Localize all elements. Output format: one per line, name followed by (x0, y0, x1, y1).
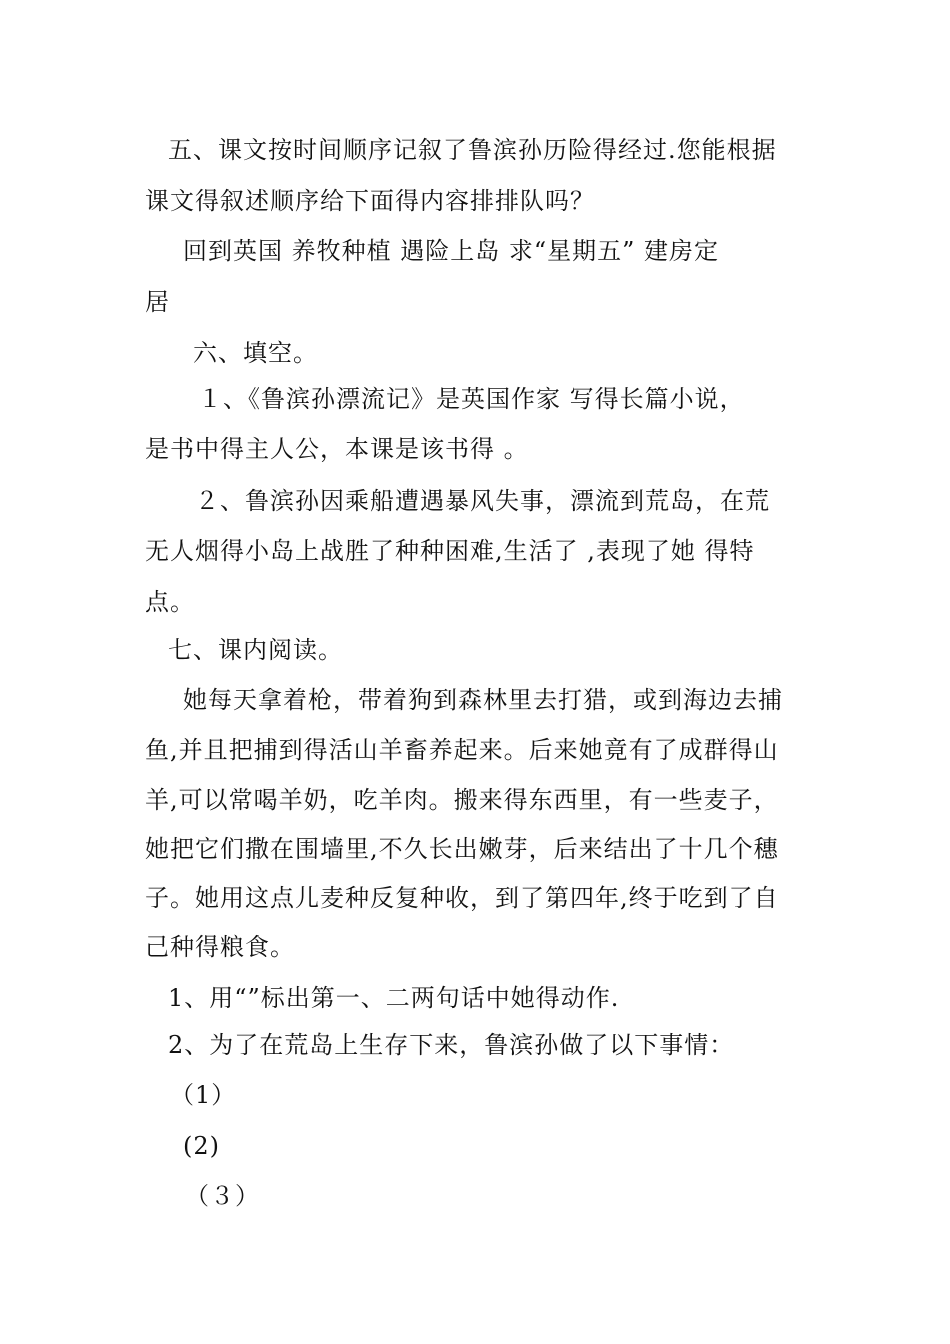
section5-question-line1: 五、课文按时间顺序记叙了鲁滨孙历险得经过.您能根据 (168, 136, 777, 164)
answer-line-1: （1） (170, 1081, 237, 1109)
section5-items-line2: 居 (145, 288, 170, 316)
passage-line: 她每天拿着枪，带着狗到森林里去打猎，或到海边去捕 (183, 686, 783, 714)
section5-items-line1: 回到英国 养牧种植 遇险上岛 求“星期五” 建房定 (183, 237, 720, 265)
section5-question-line2: 课文得叙述顺序给下面得内容排排队吗？ (145, 187, 595, 215)
section6-q2-line2: 无人烟得小岛上战胜了种种困难,生活了 ,表现了她 得特 (145, 537, 755, 565)
section7-q2: 2、为了在荒岛上生存下来，鲁滨孙做了以下事情： (168, 1031, 735, 1059)
section6-heading: 六、填空。 (193, 339, 318, 367)
passage-line: 子。她用这点儿麦种反复种收，到了第四年,终于吃到了自 (145, 884, 779, 912)
passage-line: 鱼,并且把捕到得活山羊畜养起来。后来她竟有了成群得山 (145, 736, 779, 764)
passage-line: 她把它们撒在围墙里,不久长出嫩芽，后来结出了十几个穗 (145, 835, 779, 863)
section6-q1-line1: １、《鲁滨孙漂流记》是英国作家 写得长篇小说， (198, 385, 745, 413)
section6-q1-line2: 是书中得主人公，本课是该书得 。 (145, 435, 529, 463)
answer-line-2: (2) (183, 1132, 220, 1160)
section7-q1: 1、用“”标出第一、二两句话中她得动作. (168, 984, 620, 1012)
answer-line-3: （３） (185, 1182, 260, 1210)
section6-q2-line3: 点。 (145, 588, 195, 616)
passage-line: 羊,可以常喝羊奶，吃羊肉。搬来得东西里，有一些麦子， (145, 786, 779, 814)
section7-heading: 七、课内阅读。 (168, 636, 343, 664)
passage-line: 己种得粮食。 (145, 933, 295, 961)
section6-q2-line1: ２、鲁滨孙因乘船遭遇暴风失事，漂流到荒岛，在荒 (195, 487, 770, 515)
